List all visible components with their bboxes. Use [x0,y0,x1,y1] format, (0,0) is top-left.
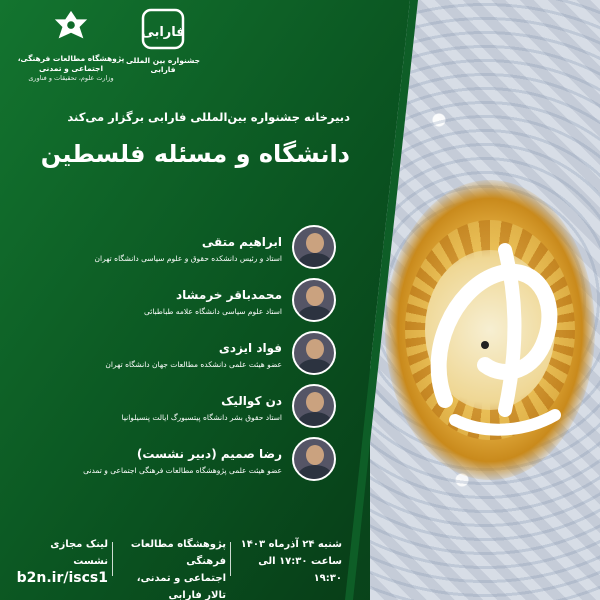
footer-divider [230,542,231,576]
speaker-photo [292,225,336,269]
farabi-medallion [385,180,595,480]
farabi-calligraphy-icon [385,180,595,480]
speaker-role: استاد علوم سیاسی دانشگاه علامه طباطبائی [144,307,282,316]
speaker-name: فواد ایزدی [218,341,282,355]
speaker-role: استاد حقوق بشر دانشگاه پیتسبورگ ایالت پنسیلوانیا [121,413,282,422]
venue-line-1: پژوهشگاه مطالعات فرهنگی [130,539,226,567]
speaker-name: ابراهیم متقی [201,235,282,249]
speaker-photo [292,331,336,375]
venue-line-2: اجتماعی و تمدنی، تالار فارابی [136,573,226,600]
speaker-photo [292,437,336,481]
event-title: دانشگاه و مسئله فلسطین [40,140,350,168]
speaker-list [40,225,336,490]
festival-mark-text: فارابی [141,25,185,40]
institute-emblem-icon [52,8,90,46]
venue-block [118,536,226,600]
speaker-photo [292,278,336,322]
speaker-photo [292,384,336,428]
speaker-name: محمدباقر خرمشاد [176,288,282,302]
speaker-role: عضو هیئت علمی دانشکده مطالعات جهان دانشگاه تهران [105,360,282,369]
speaker-item [40,437,336,490]
speaker-item [40,278,336,331]
speaker-role: استاد و رئیس دانشکده حقوق و علوم سیاسی دانشگاه تهران [94,254,282,263]
footer-divider [112,542,113,576]
speaker-role: عضو هیئت علمی پژوهشگاه مطالعات فرهنگی اجتماعی و تمدنی [83,466,282,475]
date-time-block [232,536,342,587]
festival-logo-mark [141,8,185,50]
event-time: ساعت ۱۷:۳۰ الی ۱۹:۳۰ [258,556,342,584]
institute-logo [16,8,126,83]
institute-name: پژوهشگاه مطالعات فرهنگی، اجتماعی و تمدنی [17,54,125,73]
virtual-link-block [14,536,108,587]
ministry-name: وزارت علوم، تحقیقات و فناوری [28,74,114,82]
speaker-name: رضا صمیم (دبیر نشست) [136,447,282,461]
speaker-item [40,225,336,278]
festival-name: جشنواره بین المللی فارابی [125,56,201,74]
virtual-link-label: لینک مجازی نشست [50,539,108,567]
event-date: شنبه ۲۴ آذرماه ۱۴۰۳ [240,539,342,550]
speaker-name: دن کوالیک [221,394,282,408]
festival-logo [118,8,208,74]
speaker-item [40,331,336,384]
speaker-item [40,384,336,437]
event-details-footer [0,528,600,600]
virtual-link-url[interactable]: b2n.ir/iscs1 [16,570,108,586]
intro-text: دبیرخانه جشنواره بین‌المللی فارابی برگزار می‌کند [67,110,350,124]
